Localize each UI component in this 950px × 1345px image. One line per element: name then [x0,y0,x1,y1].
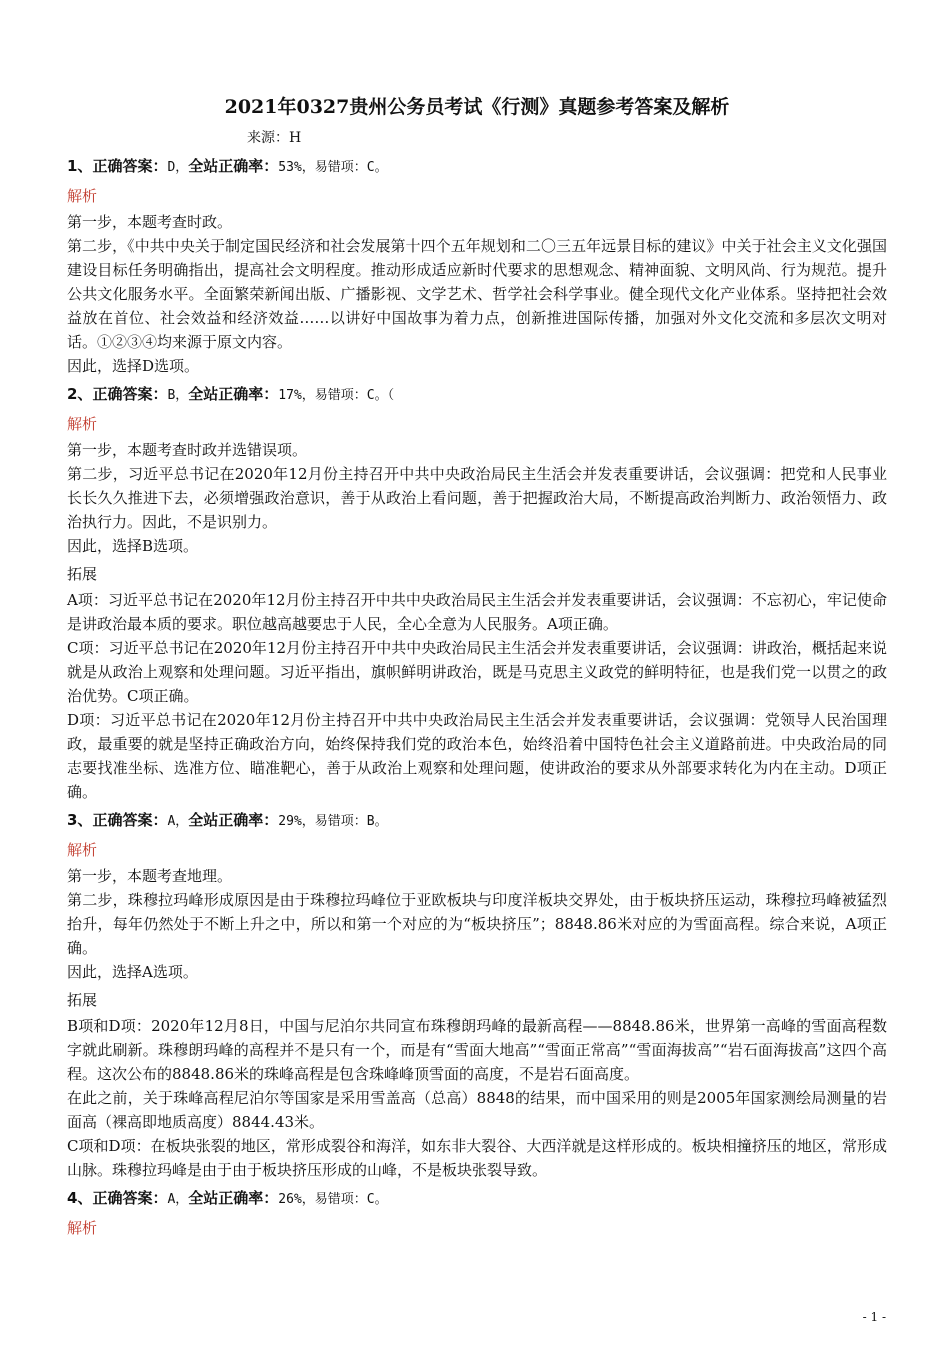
extension-paragraph: A项：习近平总书记在2020年12月份主持召开中共中央政治局民主生活会并发表重要讲话，会议强调：不忘初心，牢记使命是讲政治最本质的要求。职位越高越要忠于人民，全心全意为人民服务。A项正确。 [67,591,887,633]
answer-line: 2、正确答案：B，全站正确率：17%，易错项：C。（ [67,385,395,403]
analysis-paragraph: 第二步，珠穆拉玛峰形成原因是由于珠穆拉玛峰位于亚欧板块与印度洋板块交界处，由于板块挤压运动，珠穆拉玛峰被猛烈抬升，每年仍然处于不断上升之中，所以和第一个对应的为“板块挤压”；8848.86米对应的为雪面高程。综合来说，A项正确。 [67,891,887,957]
analysis-heading: 解析 [67,1219,98,1237]
analysis-paragraph: 第二步，习近平总书记在2020年12月份主持召开中共中央政治局民主生活会并发表重要讲话，会议强调：把党和人民事业长长久久推进下去，必须增强政治意识，善于从政治上看问题，善于把握政治大局，不断提高政治判断力、政治领悟力、政治执行力。因此，不是识别力。 [67,465,887,531]
extension-paragraph: C项：习近平总书记在2020年12月份主持召开中共中央政治局民主生活会并发表重要讲话，会议强调：讲政治，概括起来说就是从政治上观察和处理问题。习近平指出，旗帜鲜明讲政治，既是马克思主义政党的鲜明特征，也是我们党一以贯之的政治优势。C项正确。 [67,639,887,705]
page-number: - 1 - [862,1310,886,1324]
analysis-paragraph: 第一步，本题考查地理。 [67,867,233,885]
analysis-paragraph: 第一步，本题考查时政并选错误项。 [67,441,308,459]
source-line: 来源：H [247,130,302,146]
extension-paragraph: C项和D项：在板块张裂的地区，常形成裂谷和海洋，如东非大裂谷、大西洋就是这样形成的。板块相撞挤压的地区，常形成山脉。珠穆拉玛峰是由于由于板块挤压形成的山峰，不是板块张裂导致。 [67,1137,887,1179]
analysis-paragraph: 因此，选择A选项。 [67,963,198,981]
extension-paragraph: B项和D项：2020年12月8日，中国与尼泊尔共同宣布珠穆朗玛峰的最新高程——8848.86米，世界第一高峰的雪面高程数字就此刷新。珠穆朗玛峰的高程并不是只有一个，而是有“雪面大地高”“雪面正常高”“雪面海拔高”“岩石面海拔高”这四个高程。这次公布的8848.86米的珠峰高程是包含珠峰峰顶雪面的高度，不是岩石面高度。 [67,1017,887,1083]
document-page [67,92,887,1242]
analysis-heading: 解析 [67,415,98,433]
analysis-heading: 解析 [67,187,98,205]
extension-paragraph: D项：习近平总书记在2020年12月份主持召开中共中央政治局民主生活会并发表重要讲话，会议强调：党领导人民治国理政，最重要的就是坚持正确政治方向，始终保持我们党的政治本色，始终沿着中国特色社会主义道路前进。中央政治局的同志要找准坐标、选准方位、瞄准靶心，善于从政治上观察和处理问题，使讲政治的要求从外部要求转化为内在主动。D项正确。 [67,711,887,801]
document-title: 2021年0327贵州公务员考试《行测》真题参考答案及解析 [224,96,730,118]
extension-heading: 拓展 [67,565,98,583]
analysis-paragraph: 因此，选择B选项。 [67,537,199,555]
question-1 [67,154,887,378]
question-4 [67,1186,887,1242]
answer-line: 3、正确答案：A，全站正确率：29%，易错项：B。 [67,811,388,829]
question-3 [67,808,887,1182]
analysis-paragraph: 第一步，本题考查时政。 [67,213,233,231]
extension-paragraph: 在此之前，关于珠峰高程尼泊尔等国家是采用雪盖高（总高）8848的结果，而中国采用的则是2005年国家测绘局测量的岩面高（裸高即地质高度）8844.43米。 [67,1089,887,1131]
question-2 [67,382,887,804]
extension-heading: 拓展 [67,991,98,1009]
analysis-heading: 解析 [67,841,98,859]
answer-line: 1、正确答案：D，全站正确率：53%，易错项：C。 [67,157,388,175]
analysis-paragraph: 因此，选择D选项。 [67,357,200,375]
answer-line: 4、正确答案：A，全站正确率：26%，易错项：C。 [67,1189,388,1207]
analysis-paragraph: 第二步，《中共中央关于制定国民经济和社会发展第十四个五年规划和二〇三五年远景目标的建议》中关于社会主义文化强国建设目标任务明确指出，提高社会文明程度。推动形成适应新时代要求的思想观念、精神面貌、文明风尚、行为规范。提升公共文化服务水平。全面繁荣新闻出版、广播影视、文学艺术、哲学社会科学事业。健全现代文化产业体系。坚持把社会效益放在首位、社会效益和经济效益……以讲好中国故事为着力点，创新推进国际传播，加强对外文化交流和多层次文明对话。①②③④均来源于原文内容。 [67,237,887,351]
